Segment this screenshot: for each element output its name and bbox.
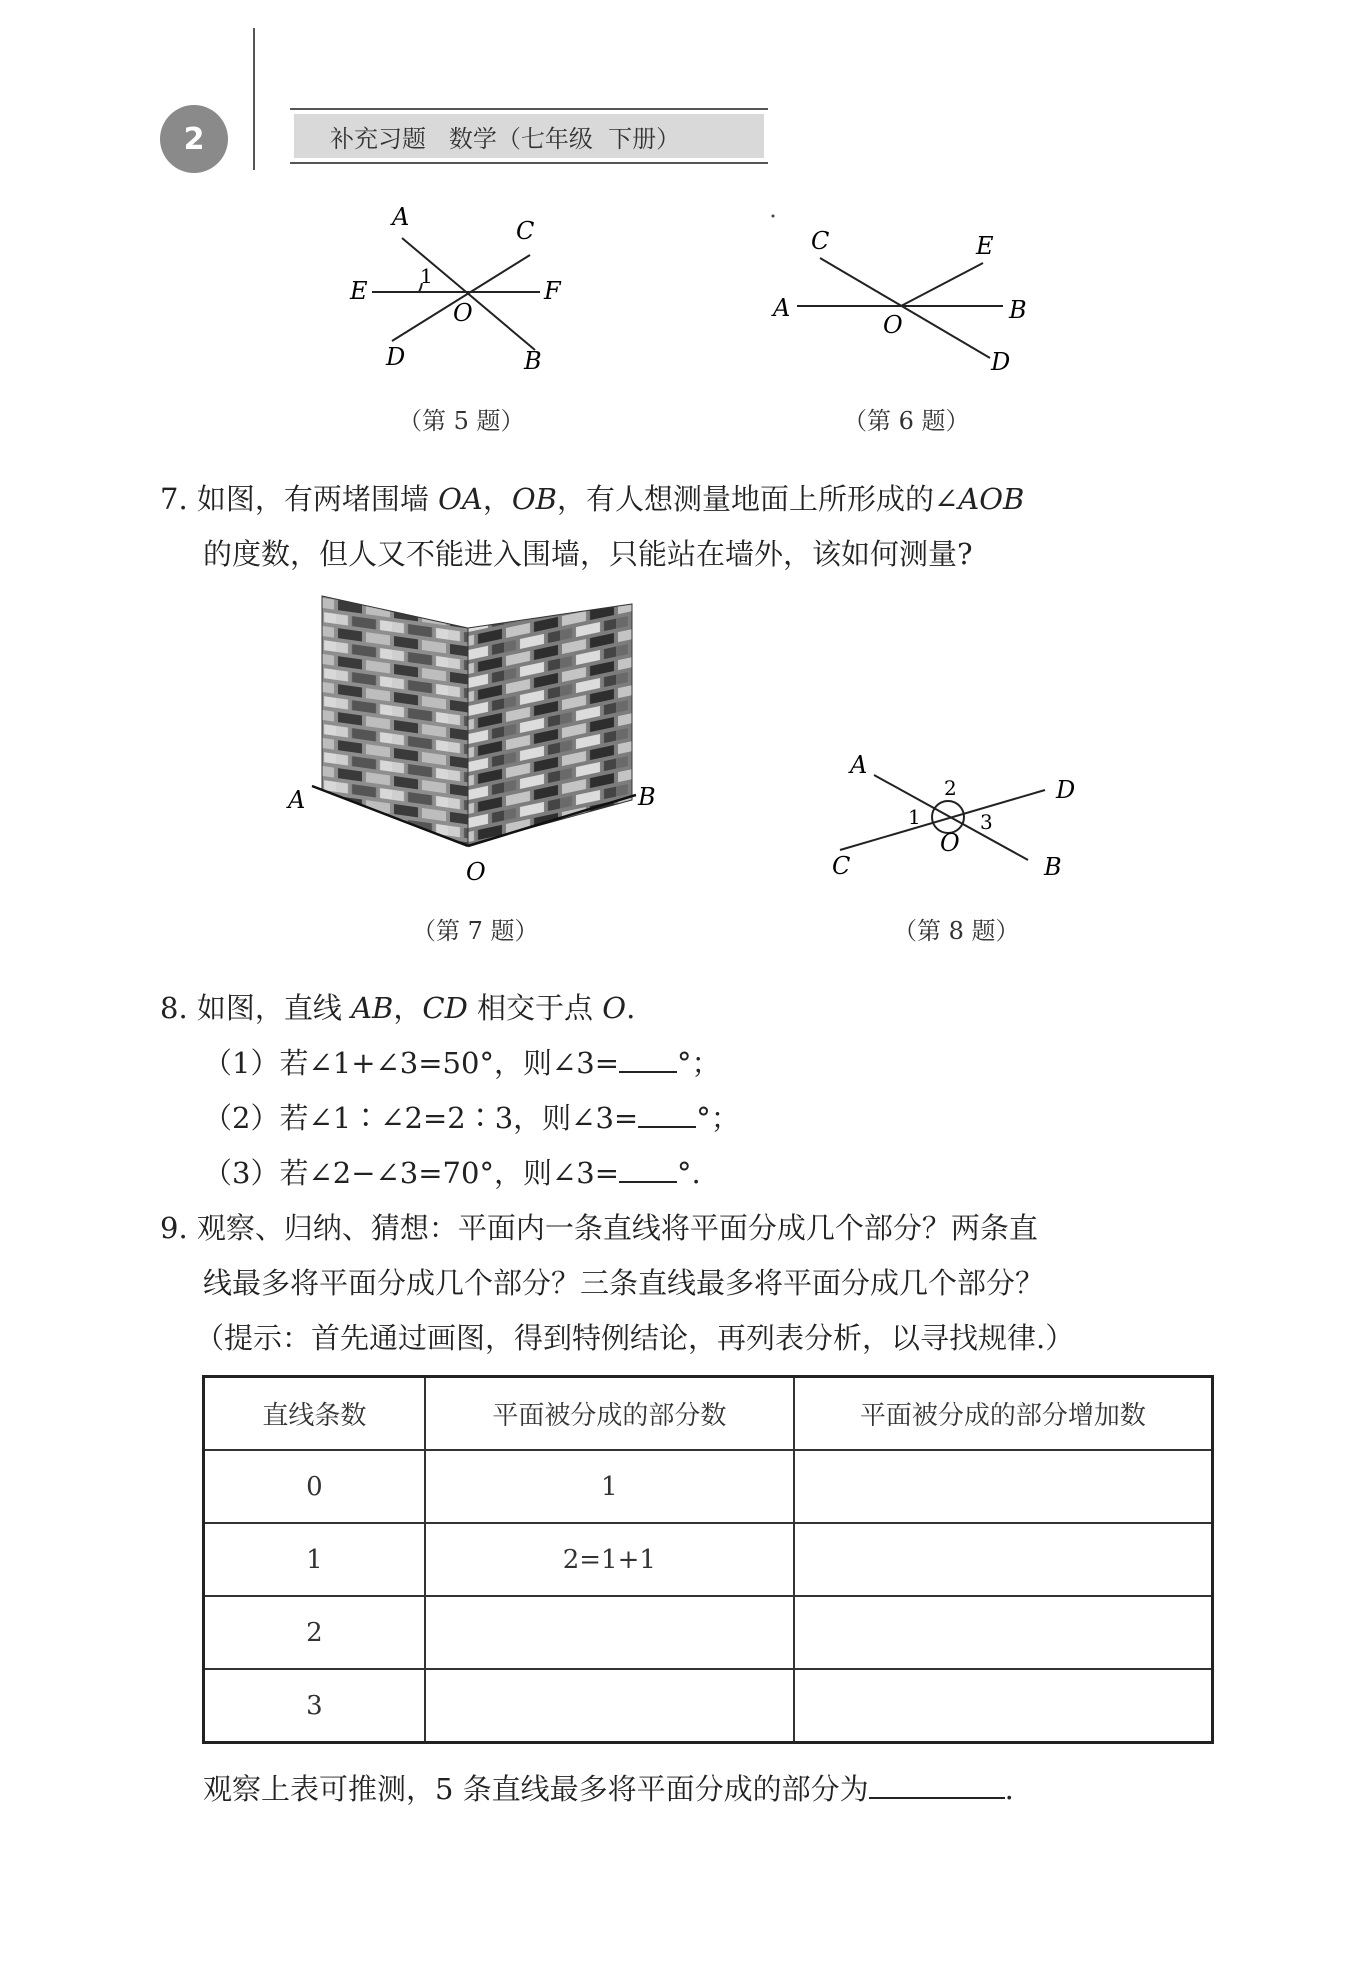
label-b: B: [1009, 296, 1027, 324]
figure-5-caption: （第 5 题）: [398, 407, 525, 435]
cell-region-increase[interactable]: [794, 1596, 1213, 1669]
cell-region-increase[interactable]: [794, 1523, 1213, 1596]
header-divider: [253, 28, 255, 170]
label-d: D: [991, 348, 1011, 376]
figure-6: [765, 200, 1055, 390]
cell-region-count[interactable]: [425, 1596, 794, 1669]
question-9-hint: （提示：首先通过画图，得到特例结论，再列表分析，以寻找规律.）: [195, 1321, 1075, 1355]
label-o: O: [453, 299, 473, 327]
cell-line-count: 3: [204, 1669, 425, 1743]
label-a: A: [392, 203, 410, 231]
cell-line-count: 2: [204, 1596, 425, 1669]
label-o: O: [940, 829, 960, 857]
stray-dot: [772, 215, 775, 218]
label-d: D: [386, 343, 406, 371]
question-8-intro: 8. 如图，直线 AB，CD 相交于点 O.: [160, 991, 636, 1025]
lines-regions-table: [202, 1375, 1214, 1744]
label-c: C: [811, 227, 830, 255]
cell-region-count[interactable]: [425, 1669, 794, 1743]
question-8-part-1: （1）若∠1+∠3=50°，则∠3= °；: [203, 1036, 721, 1091]
label-a: A: [288, 786, 306, 814]
label-b: B: [1044, 853, 1062, 881]
question-9-conclusion: 观察上表可推测，5 条直线最多将平面分成的部分为 .: [203, 1762, 1014, 1817]
cell-region-increase[interactable]: [794, 1450, 1213, 1523]
line-oe: [901, 263, 983, 306]
figure-6-caption: （第 6 题）: [843, 407, 970, 435]
header-region-increase: 平面被分成的部分增加数: [794, 1377, 1213, 1451]
label-o: O: [883, 311, 903, 339]
question-9-line-1: 9. 观察、归纳、猜想：平面内一条直线将平面分成几个部分？两条直: [160, 1211, 1038, 1245]
answer-blank-1[interactable]: [619, 1041, 677, 1073]
answer-blank-2[interactable]: [638, 1096, 696, 1128]
figure-8: [820, 745, 1090, 895]
label-d: D: [1056, 776, 1076, 804]
label-c: C: [516, 217, 535, 245]
figure-7: [280, 590, 670, 890]
header-bar: [290, 108, 768, 164]
header-title: 补充习题 数学（七年级 下册）: [294, 114, 764, 158]
cell-region-count: 2=1+1: [425, 1523, 794, 1596]
label-b: B: [638, 783, 656, 811]
table-row: [204, 1669, 1213, 1743]
figure-7-caption: （第 7 题）: [412, 917, 539, 945]
cell-line-count: 0: [204, 1450, 425, 1523]
cell-region-increase[interactable]: [794, 1669, 1213, 1743]
question-7-line-1: 7. 如图，有两堵围墙 OA，OB，有人想测量地面上所形成的∠AOB: [160, 482, 1025, 516]
question-8-part-2: （2）若∠1∶∠2=2∶3，则∠3= °；: [203, 1091, 740, 1146]
label-angle-1: 1: [420, 264, 433, 288]
table-row: [204, 1450, 1213, 1523]
table-header-row: [204, 1377, 1213, 1451]
question-9-line-2: 线最多将平面分成几个部分？三条直线最多将平面分成几个部分？: [203, 1266, 1045, 1300]
figure-8-caption: （第 8 题）: [893, 917, 1020, 945]
question-7-line-2: 的度数，但人又不能进入围墙，只能站在墙外，该如何测量?: [203, 537, 973, 571]
wall-oa: [322, 596, 468, 845]
header-region-count: 平面被分成的部分数: [425, 1377, 794, 1451]
label-a: A: [850, 751, 868, 779]
label-e: E: [976, 232, 994, 260]
label-b: B: [524, 347, 542, 375]
figure-5: [330, 195, 590, 385]
label-angle-1: 1: [908, 805, 921, 829]
label-angle-2: 2: [944, 776, 957, 800]
label-e: E: [350, 277, 368, 305]
label-c: C: [832, 852, 851, 880]
answer-blank-4[interactable]: [869, 1767, 1005, 1799]
table-row: [204, 1596, 1213, 1669]
header-line-count: 直线条数: [204, 1377, 425, 1451]
question-8-part-3: （3）若∠2−∠3=70°，则∠3= °.: [203, 1146, 701, 1201]
label-o: O: [466, 858, 486, 886]
answer-blank-3[interactable]: [619, 1151, 677, 1183]
label-angle-3: 3: [980, 810, 993, 834]
cell-line-count: 1: [204, 1523, 425, 1596]
label-a: A: [773, 294, 791, 322]
table-row: [204, 1523, 1213, 1596]
wall-ob: [468, 604, 632, 845]
label-f: F: [544, 277, 561, 305]
page-number-badge: 2: [160, 105, 228, 173]
cell-region-count: 1: [425, 1450, 794, 1523]
